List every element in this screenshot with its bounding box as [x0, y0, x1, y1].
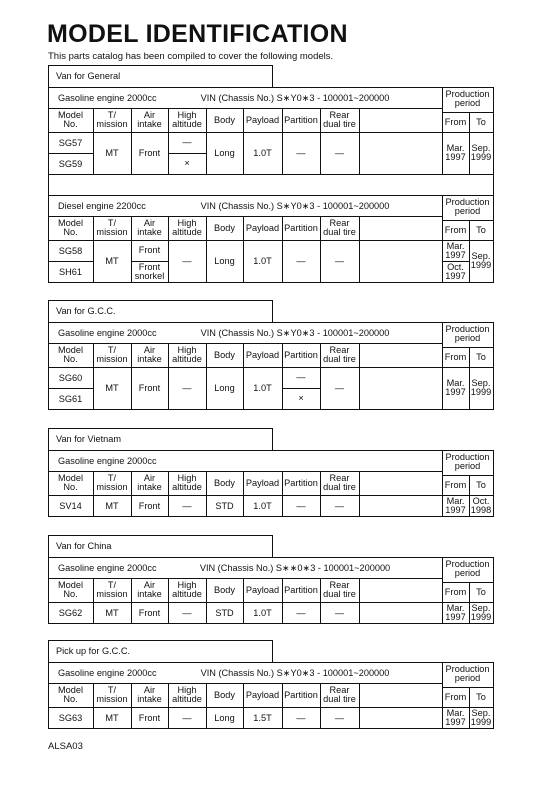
section-4-category: Van for China	[56, 541, 112, 551]
section-4-group-1-rule	[469, 582, 470, 624]
page-code: ALSA03	[48, 741, 83, 752]
section-1-group-1-rule	[469, 112, 470, 175]
section-1-group-2-rule	[243, 216, 244, 283]
section-4-group-1-rule	[320, 578, 321, 624]
section-1-group-2-body: Long	[214, 256, 235, 266]
section-1-group-1-production-header: Production period	[445, 88, 490, 108]
section-1-group-1-rule	[48, 174, 49, 196]
section-1-group-2-high-altitude: —	[182, 256, 192, 266]
section-2-group-1-vin: VIN (Chassis No.) S∗Y0∗3 - 100001~200000	[200, 327, 390, 338]
section-1-group-2-rule	[442, 195, 443, 283]
section-4-group-1-rule	[48, 557, 494, 558]
section-1-group-1-to: Sep. 1999	[470, 143, 492, 162]
section-1-group-1-rule	[48, 132, 494, 133]
section-4-group-1-rule	[93, 578, 94, 624]
section-5-group-1-rule	[359, 683, 360, 729]
section-3-group-1-payload: 1.0T	[253, 500, 272, 511]
section-2-group-1-rule	[442, 347, 494, 348]
section-1-group-2-rule	[320, 216, 321, 283]
section-1-group-1-high-altitude-header: High altitude	[172, 110, 202, 129]
section-2-group-1-rule	[469, 347, 470, 410]
section-2-group-1-from-header: From	[444, 352, 467, 362]
section-5-group-1-payload: 1.5T	[253, 712, 272, 723]
section-1-group-1-rule	[442, 87, 443, 175]
section-2-group-1-rule	[359, 343, 360, 410]
intro-text: This parts catalog has been compiled to cover the following models.	[48, 51, 334, 62]
section-3-category: Van for Vietnam	[56, 434, 122, 444]
section-4-group-1-rule	[243, 578, 244, 624]
section-2-group-1-body: Long	[214, 383, 235, 393]
section-1-group-1-rule	[48, 87, 494, 88]
section-5-group-1-rule	[493, 662, 494, 729]
section-1-group-2-rear-dual-tire: —	[334, 256, 345, 266]
section-2-group-1-t-mission: MT	[105, 383, 119, 393]
section-3-group-1-rule	[48, 495, 494, 496]
section-5-group-1-vin: VIN (Chassis No.) S∗Y0∗3 - 100001~200000	[200, 667, 390, 678]
section-1-group-2-air-intake-header: Air intake	[137, 218, 162, 237]
section-5-group-1-rule	[93, 683, 94, 729]
section-5-group-1-engine: Gasoline engine 2000cc	[58, 667, 157, 678]
section-5-group-1-air-intake: Front	[138, 712, 161, 723]
section-2-group-1-production-header: Production period	[445, 323, 490, 343]
section-4-group-1-air-intake-header: Air intake	[137, 580, 162, 599]
section-1-group-1-rear-dual-tire-header: Rear dual tire	[323, 110, 356, 129]
section-1-group-1-rule	[168, 153, 207, 154]
section-1-group-2-rear-dual-tire-header: Rear dual tire	[323, 218, 356, 237]
section-4-group-1-payload: 1.0T	[253, 607, 272, 618]
section-4-group-1-from: Mar. 1997	[445, 602, 466, 622]
section-1-group-2-from-header: From	[444, 225, 467, 235]
section-2-group-1-rule	[48, 322, 494, 323]
section-4-group-1-rule	[359, 578, 360, 624]
section-1-group-1-t-mission: MT	[105, 148, 119, 158]
section-1-group-2-payload: 1.0T	[253, 256, 272, 266]
section-5-group-1-rule	[442, 662, 443, 729]
section-1-group-2-rule	[442, 261, 470, 262]
section-1-group-1-rule	[48, 87, 49, 175]
section-3-group-1-model-no-header: Model No.	[57, 473, 84, 492]
model-number: SG57	[58, 137, 83, 148]
section-1-group-1-body: Long	[214, 148, 235, 158]
section-3-group-1-high-altitude-header: High altitude	[172, 473, 202, 492]
section-1-group-1-rule	[282, 108, 283, 175]
section-3-group-1-t-mission: MT	[105, 500, 119, 511]
section-1-group-1-rule	[48, 174, 494, 175]
section-3-group-1-t-mission-header: T/ mission	[96, 473, 128, 492]
section-3-group-1-rule	[282, 471, 283, 517]
section-5-group-1-rule	[206, 683, 207, 729]
section-5-tab-rule	[272, 640, 273, 663]
section-4-group-1-rule	[442, 582, 494, 583]
section-4-group-1-rear-dual-tire: —	[334, 607, 345, 618]
section-1-group-2-from: Oct. 1997	[445, 261, 466, 281]
model-number: SG62	[58, 607, 83, 618]
section-5-group-1-body-header: Body	[214, 689, 235, 700]
section-2-group-1-rule	[282, 388, 321, 389]
section-1-group-2-air-intake: Front snorkel	[134, 261, 165, 281]
section-2-group-1-body-header: Body	[214, 349, 235, 360]
section-1-group-2-rule	[168, 216, 169, 283]
section-1-group-2-rule	[48, 261, 94, 262]
section-2-group-1-rule	[131, 343, 132, 410]
section-2-group-1-model-no-header: Model No.	[57, 345, 84, 364]
section-3-group-1-rule	[206, 471, 207, 517]
section-1-group-2-t-mission: MT	[105, 256, 119, 266]
section-1-group-2-from: Mar. 1997	[445, 240, 466, 260]
section-1-group-2-body-header: Body	[214, 222, 235, 233]
section-1-group-1-t-mission-header: T/ mission	[96, 110, 128, 129]
section-3-group-1-rule	[48, 516, 494, 517]
section-1-group-2-rule	[493, 195, 494, 283]
section-1-group-1-high-altitude: ×	[184, 158, 190, 168]
section-3-group-1-rule	[168, 471, 169, 517]
section-3-group-1-rule	[48, 450, 49, 517]
section-3-group-1-partition-header: Partition	[284, 477, 318, 488]
section-1-group-1-rule	[48, 108, 443, 109]
section-2-group-1-rear-dual-tire-header: Rear dual tire	[323, 345, 356, 364]
section-3-group-1-rule	[131, 471, 132, 517]
section-2-group-1-engine: Gasoline engine 2000cc	[58, 327, 157, 338]
section-1-group-1-engine: Gasoline engine 2000cc	[58, 92, 157, 103]
section-4-group-1-to: Sep. 1999	[470, 602, 492, 622]
section-1-group-1-rule	[243, 108, 244, 175]
section-1-group-2-payload-header: Payload	[245, 222, 280, 233]
section-4-group-1-high-altitude-header: High altitude	[172, 580, 202, 599]
section-4-group-1-body: STD	[215, 607, 234, 618]
section-3-group-1-air-intake-header: Air intake	[137, 473, 162, 492]
section-1-group-2-vin: VIN (Chassis No.) S∗Y0∗3 - 100001~200000	[200, 200, 390, 211]
section-2-tab-rule	[272, 300, 273, 323]
section-2-group-1-air-intake: Front	[138, 383, 161, 393]
section-4-group-1-payload-header: Payload	[245, 584, 280, 595]
section-3-group-1-rule	[442, 450, 443, 517]
section-5-group-1-air-intake-header: Air intake	[137, 685, 162, 704]
section-5-group-1-rear-dual-tire-header: Rear dual tire	[323, 685, 356, 704]
model-number: SV14	[59, 500, 82, 511]
section-3-group-1-rule	[469, 475, 470, 517]
section-4-group-1-to-header: To	[476, 587, 486, 597]
section-3-tab-rule	[48, 428, 49, 451]
section-1-group-1-rule	[93, 108, 94, 175]
section-1-group-2-rule	[131, 216, 132, 283]
section-3-group-1-from: Mar. 1997	[445, 495, 466, 515]
section-1-category: Van for General	[56, 71, 121, 81]
page-title: MODEL IDENTIFICATION	[47, 20, 348, 48]
section-1-group-1-from: Mar. 1997	[445, 143, 466, 162]
section-5-group-1-rule	[168, 683, 169, 729]
section-4-group-1-t-mission: MT	[105, 607, 119, 618]
section-1-group-2-t-mission-header: T/ mission	[96, 218, 128, 237]
section-1-group-1-rule	[206, 108, 207, 175]
section-4-group-1-rule	[48, 578, 443, 579]
section-4-group-1-high-altitude: —	[182, 607, 192, 618]
section-4-group-1-vin: VIN (Chassis No.) S∗∗0∗3 - 100001~200000	[199, 562, 391, 573]
section-2-tab-rule	[48, 300, 273, 301]
section-3-tab-rule	[48, 428, 273, 429]
section-5-group-1-t-mission: MT	[105, 712, 119, 723]
section-4-group-1-rule	[442, 557, 443, 624]
section-2-group-1-partition: —	[296, 372, 306, 382]
section-3-group-1-body: STD	[215, 500, 234, 511]
section-4-tab-rule	[48, 535, 49, 558]
section-1-group-2-air-intake: Front	[138, 245, 161, 255]
section-4-group-1-air-intake: Front	[138, 607, 161, 618]
section-1-group-2-high-altitude-header: High altitude	[172, 218, 202, 237]
section-3-group-1-rule	[48, 471, 443, 472]
section-1-group-2-partition-header: Partition	[284, 222, 318, 233]
section-1-group-2-to: Sep. 1999	[470, 251, 492, 270]
section-4-tab-rule	[272, 535, 273, 558]
section-5-group-1-from-header: From	[444, 692, 467, 702]
section-4-group-1-model-no-header: Model No.	[57, 580, 84, 599]
section-4-group-1-rule	[48, 557, 49, 624]
section-5-group-1-partition: —	[296, 712, 306, 723]
section-1-group-2-rule	[48, 195, 49, 283]
section-5-group-1-rule	[48, 728, 494, 729]
section-2-group-1-from: Mar. 1997	[445, 378, 466, 397]
section-5-group-1-t-mission-header: T/ mission	[96, 685, 128, 704]
section-1-group-1-rule	[493, 87, 494, 175]
section-2-group-1-rule	[282, 343, 283, 410]
section-1-tab-rule	[48, 65, 273, 66]
section-1-tab-rule	[272, 65, 273, 88]
section-4-group-1-rule	[168, 578, 169, 624]
section-4-group-1-rule	[282, 578, 283, 624]
section-3-group-1-rear-dual-tire-header: Rear dual tire	[323, 473, 356, 492]
section-2-group-1-rule	[493, 322, 494, 410]
model-number: SG58	[58, 245, 83, 256]
section-3-group-1-payload-header: Payload	[245, 477, 280, 488]
section-1-group-2-rule	[442, 220, 494, 221]
section-2-group-1-payload: 1.0T	[253, 383, 272, 393]
section-5-group-1-rule	[48, 707, 494, 708]
section-1-tab-rule	[48, 65, 49, 88]
section-5-group-1-partition-header: Partition	[284, 689, 318, 700]
section-5-group-1-payload-header: Payload	[245, 689, 280, 700]
section-1-group-2-rule	[206, 216, 207, 283]
section-3-group-1-air-intake: Front	[138, 500, 161, 511]
section-1-group-1-air-intake: Front	[138, 148, 161, 158]
section-1-group-2-rule	[48, 195, 494, 196]
section-4-group-1-rule	[48, 623, 494, 624]
section-5-group-1-high-altitude: —	[182, 712, 192, 723]
section-1-group-2-rule	[93, 216, 94, 283]
section-5-category: Pick up for G.C.C.	[56, 646, 131, 656]
section-1-group-1-rule	[493, 174, 494, 196]
section-1-group-2-engine: Diesel engine 2200cc	[58, 200, 146, 211]
section-4-group-1-rule	[48, 602, 494, 603]
section-2-group-1-rule	[48, 322, 49, 410]
section-3-group-1-to-header: To	[476, 480, 486, 490]
section-2-group-1-t-mission-header: T/ mission	[96, 345, 128, 364]
section-1-group-2-rule	[359, 216, 360, 283]
section-1-group-2-rule	[131, 261, 169, 262]
section-5-group-1-model-no-header: Model No.	[57, 685, 84, 704]
section-4-group-1-from-header: From	[444, 587, 467, 597]
section-4-group-1-engine: Gasoline engine 2000cc	[58, 562, 157, 573]
model-number: SG60	[58, 372, 83, 383]
section-3-group-1-rule	[359, 471, 360, 517]
section-3-group-1-rule	[493, 450, 494, 517]
section-5-group-1-rule	[282, 683, 283, 729]
section-2-group-1-to: Sep. 1999	[470, 378, 492, 397]
section-1-group-1-partition: —	[296, 148, 306, 158]
section-4-group-1-rule	[493, 557, 494, 624]
section-2-category: Van for G.C.C.	[56, 306, 116, 316]
section-3-tab-rule	[272, 428, 273, 451]
section-4-tab-rule	[48, 535, 273, 536]
section-1-group-1-rule	[131, 108, 132, 175]
section-5-group-1-to-header: To	[476, 692, 486, 702]
section-1-group-2-rule	[48, 216, 443, 217]
section-3-group-1-high-altitude: —	[182, 500, 192, 511]
section-1-group-1-rule	[48, 153, 94, 154]
section-3-group-1-rule	[243, 471, 244, 517]
section-5-group-1-to: Sep. 1999	[470, 707, 492, 727]
section-1-group-1-rule	[320, 108, 321, 175]
section-4-group-1-body-header: Body	[214, 584, 235, 595]
section-1-group-1-air-intake-header: Air intake	[137, 110, 162, 129]
section-5-tab-rule	[48, 640, 273, 641]
section-4-group-1-production-header: Production period	[445, 558, 490, 578]
section-4-group-1-rule	[131, 578, 132, 624]
section-4-group-1-rule	[206, 578, 207, 624]
section-2-group-1-payload-header: Payload	[245, 349, 280, 360]
section-1-group-2-model-no-header: Model No.	[57, 218, 84, 237]
section-5-group-1-rule	[243, 683, 244, 729]
section-3-group-1-rear-dual-tire: —	[334, 500, 345, 511]
section-2-group-1-rear-dual-tire: —	[334, 383, 345, 393]
section-2-group-1-rule	[48, 388, 94, 389]
section-1-group-1-rear-dual-tire: —	[334, 148, 345, 158]
section-3-group-1-rule	[93, 471, 94, 517]
section-1-group-1-payload-header: Payload	[245, 114, 280, 125]
section-2-group-1-rule	[243, 343, 244, 410]
section-5-group-1-body: Long	[214, 712, 235, 723]
section-2-group-1-rule	[168, 343, 169, 410]
section-2-tab-rule	[48, 300, 49, 323]
section-2-group-1-rule	[206, 343, 207, 410]
section-5-group-1-rear-dual-tire: —	[334, 712, 345, 723]
section-5-group-1-rule	[48, 683, 443, 684]
section-5-group-1-rule	[320, 683, 321, 729]
section-2-group-1-rule	[93, 343, 94, 410]
section-3-group-1-body-header: Body	[214, 477, 235, 488]
section-1-group-1-from-header: From	[444, 117, 467, 127]
model-number: SG59	[58, 158, 83, 169]
section-4-group-1-t-mission-header: T/ mission	[96, 580, 128, 599]
model-number: SH61	[59, 266, 82, 277]
section-3-group-1-rule	[48, 450, 494, 451]
section-1-group-1-rule	[442, 112, 494, 113]
section-5-group-1-production-header: Production period	[445, 663, 490, 683]
section-5-group-1-rule	[131, 683, 132, 729]
section-2-group-1-rule	[442, 322, 443, 410]
section-2-group-1-rule	[48, 343, 443, 344]
section-3-group-1-from-header: From	[444, 480, 467, 490]
section-5-group-1-rule	[442, 687, 494, 688]
section-3-group-1-to: Oct. 1998	[470, 495, 492, 515]
section-3-group-1-partition: —	[296, 500, 306, 511]
section-4-group-1-partition-header: Partition	[284, 584, 318, 595]
model-number: SG61	[58, 393, 83, 404]
section-2-group-1-high-altitude: —	[182, 383, 192, 393]
section-2-group-1-to-header: To	[476, 352, 486, 362]
section-2-group-1-rule	[48, 367, 494, 368]
section-2-group-1-air-intake-header: Air intake	[137, 345, 162, 364]
section-1-group-1-partition-header: Partition	[284, 114, 318, 125]
section-1-group-1-high-altitude: —	[182, 137, 192, 147]
section-1-group-1-rule	[168, 108, 169, 175]
section-1-group-2-rule	[282, 216, 283, 283]
section-5-group-1-rule	[48, 662, 49, 729]
section-2-group-1-rule	[320, 343, 321, 410]
section-5-group-1-rule	[469, 687, 470, 729]
section-3-group-1-rule	[320, 471, 321, 517]
section-1-group-2-to-header: To	[476, 225, 486, 235]
section-5-group-1-rule	[48, 662, 494, 663]
section-1-group-2-rule	[48, 282, 494, 283]
section-1-group-1-body-header: Body	[214, 114, 235, 125]
section-1-group-1-payload: 1.0T	[253, 148, 272, 158]
section-5-tab-rule	[48, 640, 49, 663]
section-1-group-1-to-header: To	[476, 117, 486, 127]
section-4-group-1-partition: —	[296, 607, 306, 618]
section-3-group-1-production-header: Production period	[445, 451, 490, 471]
section-2-group-1-high-altitude-header: High altitude	[172, 345, 202, 364]
section-2-group-1-partition: ×	[298, 393, 304, 403]
section-2-group-1-rule	[48, 409, 494, 410]
section-4-group-1-rear-dual-tire-header: Rear dual tire	[323, 580, 356, 599]
section-3-group-1-rule	[442, 475, 494, 476]
section-1-group-1-vin: VIN (Chassis No.) S∗Y0∗3 - 100001~200000	[200, 92, 390, 103]
section-1-group-2-rule	[48, 240, 494, 241]
section-1-group-1-model-no-header: Model No.	[57, 110, 84, 129]
section-1-group-2-partition: —	[296, 256, 306, 266]
section-2-group-1-partition-header: Partition	[284, 349, 318, 360]
section-1-group-1-rule	[359, 108, 360, 175]
section-3-group-1-engine: Gasoline engine 2000cc	[58, 455, 157, 466]
section-5-group-1-from: Mar. 1997	[445, 707, 466, 727]
section-1-group-2-rule	[469, 220, 470, 283]
model-number: SG63	[58, 712, 83, 723]
section-5-group-1-high-altitude-header: High altitude	[172, 685, 202, 704]
section-1-group-2-production-header: Production period	[445, 196, 490, 216]
